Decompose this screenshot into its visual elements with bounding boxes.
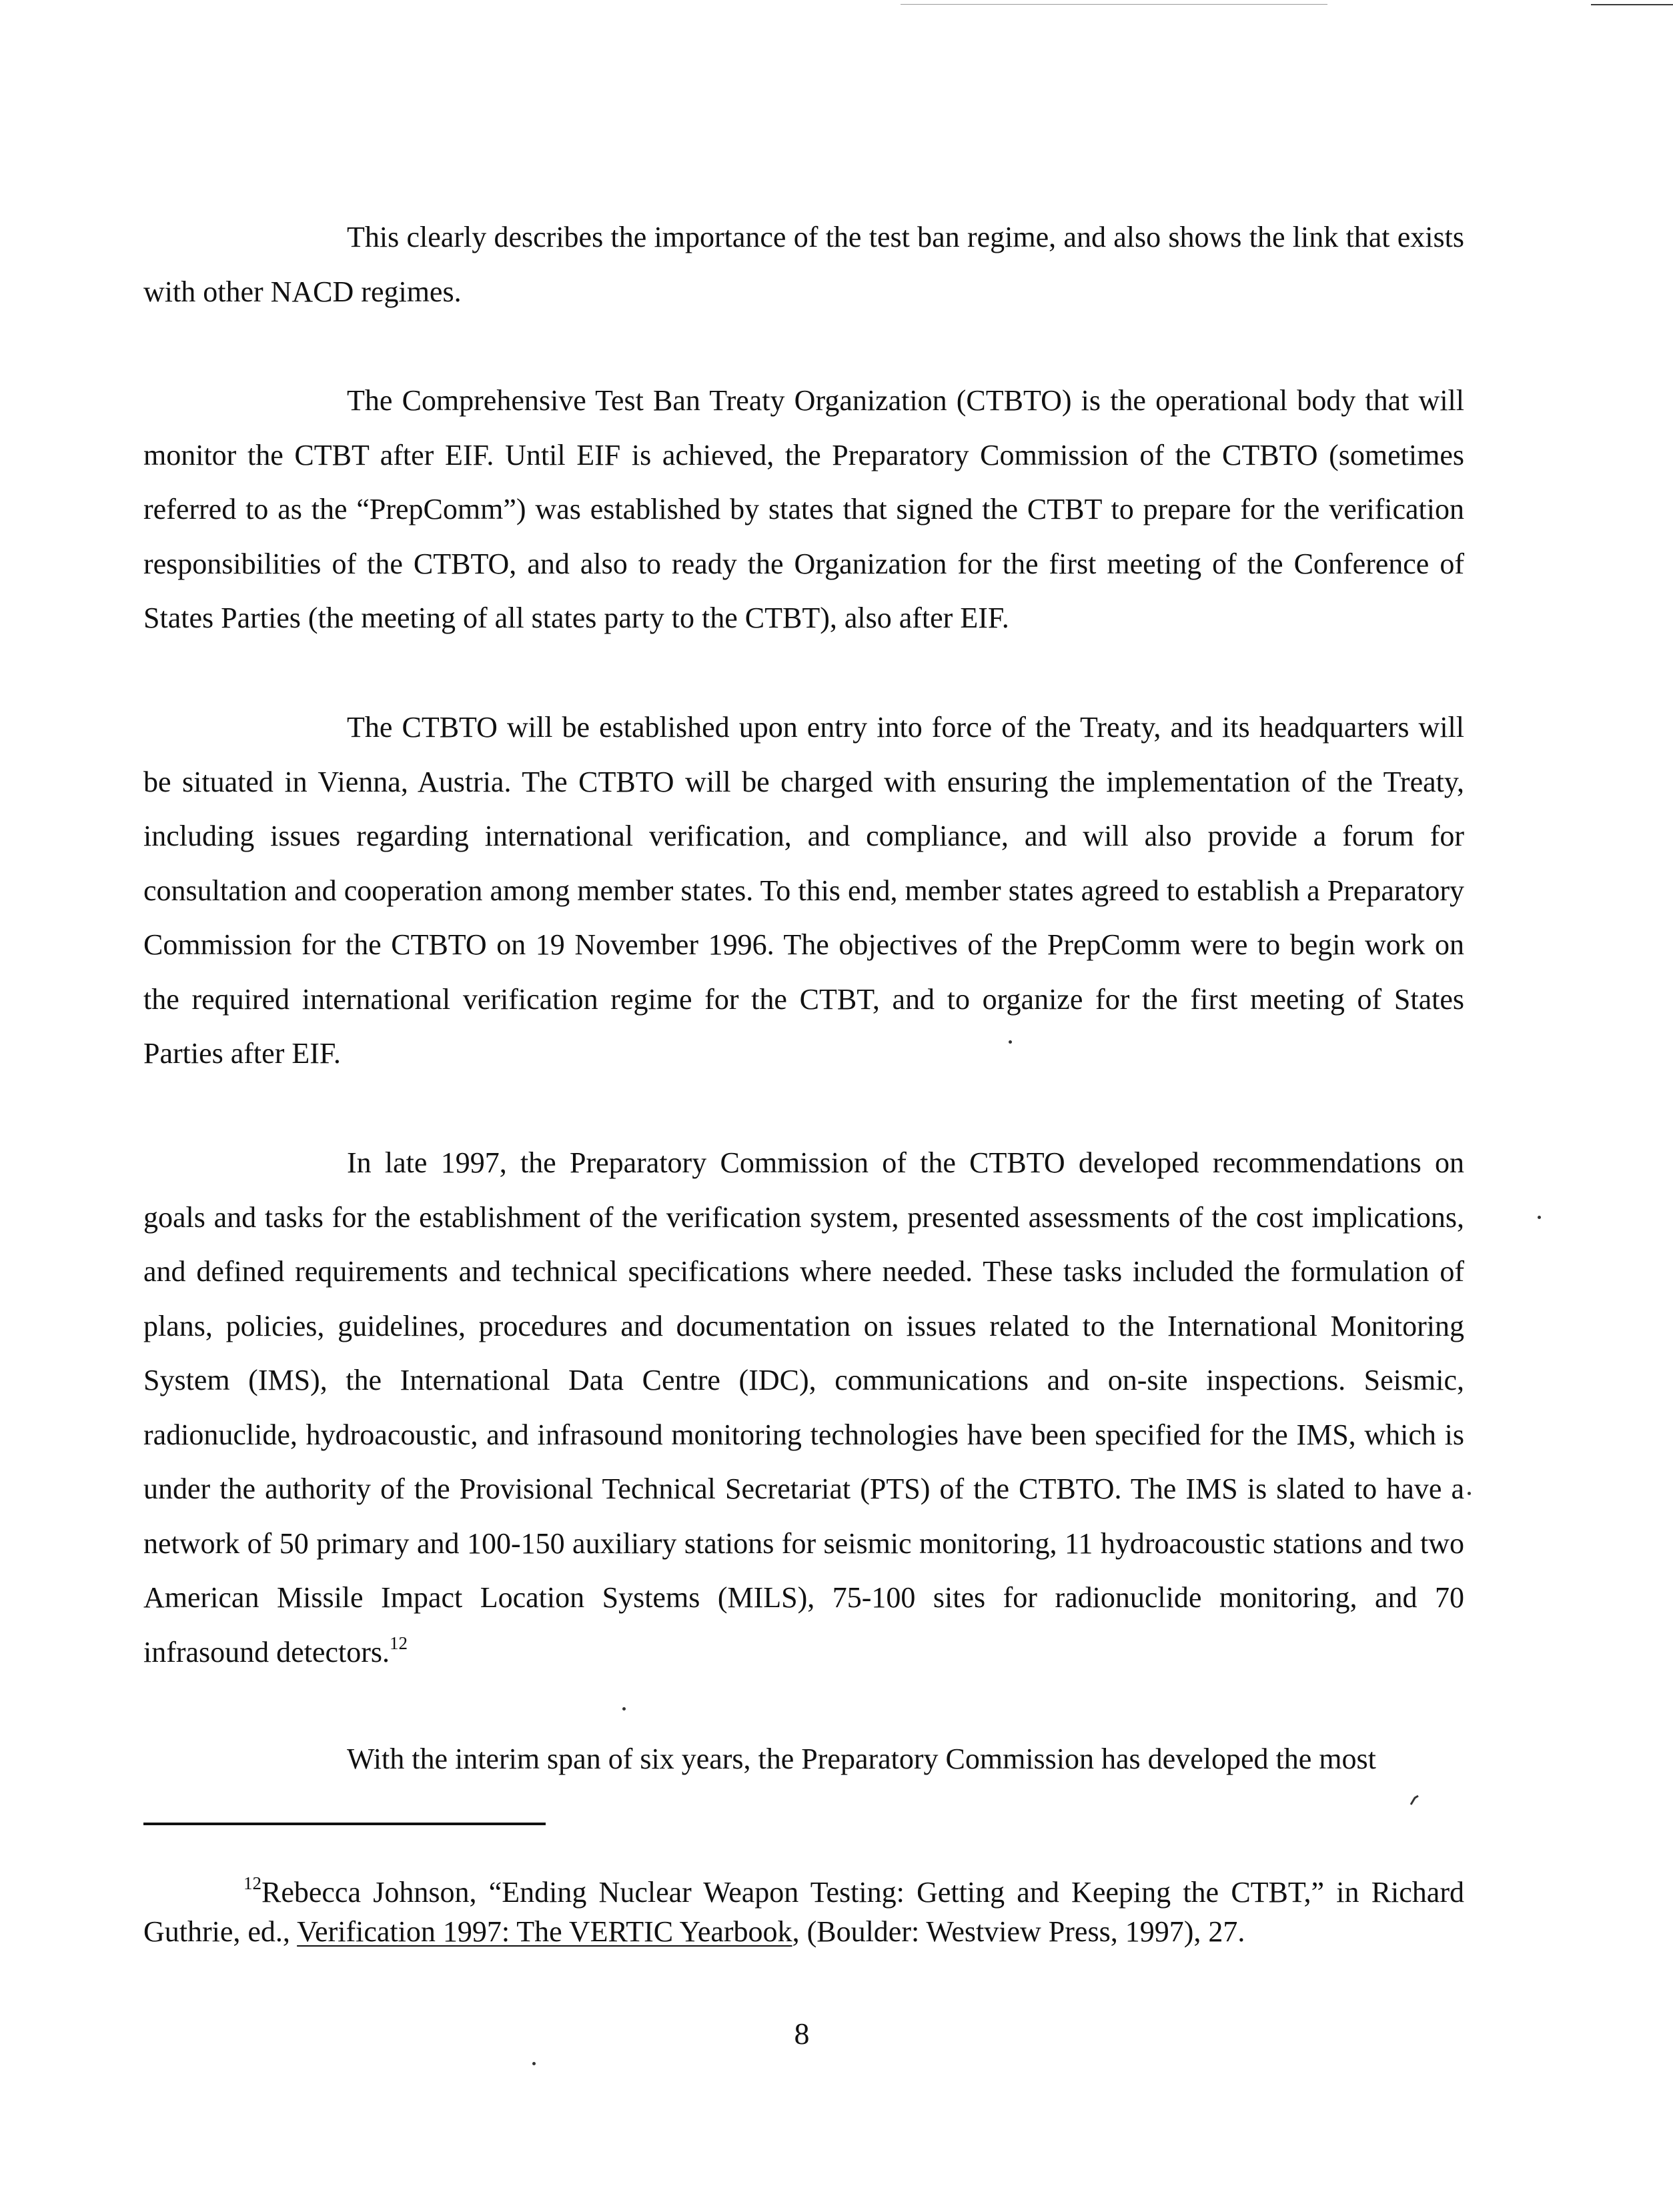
footnote-number: 12 <box>243 1873 261 1893</box>
paragraph-5: With the interim span of six years, the Preparatory Commission has developed the most <box>347 1743 1376 1775</box>
paragraph-4 <box>143 1136 1464 1679</box>
scan-speck <box>622 1707 626 1711</box>
scan-speck <box>1468 1492 1471 1495</box>
paragraph-1: This clearly describes the importance of the test ban regime, and also shows the link that exists with other NACD regimes. <box>143 221 1464 308</box>
footnote-text-after: , (Boulder: Westview Press, 1997), 27. <box>792 1915 1245 1948</box>
scan-mark <box>1409 1794 1420 1806</box>
footnote-reference: 12 <box>390 1632 408 1653</box>
footnote-text-before: Rebecca Johnson, “Ending Nuclear Weapon Testing: Getting and Keeping the CTBT,” in Richard Guthrie, ed., <box>143 1876 1464 1948</box>
scan-speck <box>532 2062 536 2065</box>
footnote-book-title: Verification 1997: The VERTIC Yearbook <box>297 1915 792 1948</box>
scan-speck <box>1538 1216 1541 1219</box>
scan-artifact-line-right <box>1591 4 1673 5</box>
footnote-separator <box>143 1823 546 1825</box>
paragraph-3: The CTBTO will be established upon entry into force of the Treaty, and its headquarters will be situated in Vienna, Austria. The CTBTO will be charged with ensuring the implementation of the Treaty, including issues regarding international verification, and compliance, and will also provide a forum for consultation and cooperation among member states. To this end, member states agreed to establish a Preparatory Commission for the CTBTO on 19 November 1996. The objectives of the PrepComm were to begin work on the required international verification regime for the CTBT, and to organize for the first meeting of States Parties after EIF. <box>143 711 1464 1070</box>
page-number: 8 <box>794 2017 810 2051</box>
footnote <box>143 1873 1464 1951</box>
scan-speck <box>1009 1040 1012 1044</box>
paragraph-4-text: In late 1997, the Preparatory Commission of the CTBTO developed recommendations on goals and tasks for the establishment of the verification system, presented assessments of the cost implications, and defined requirements and technical specifications where needed. These tasks included the formulation of plans, policies, guidelines, procedures and documentation on issues related to the International Monitoring System (IMS), the International Data Centre (IDC), communications and on-site inspections. Seismic, radionuclide, hydroacoustic, and infrasound monitoring technologies have been specified for the IMS, which is under the authority of the Provisional Technical Secretariat (PTS) of the CTBTO. The IMS is slated to have a network of 50 primary and 100-150 auxiliary stations for seismic monitoring, 11 hydroacoustic stations and two American Missile Impact Location Systems (MILS), 75-100 sites for radionuclide monitoring, and 70 infrasound detectors. <box>143 1146 1464 1669</box>
scan-artifact-line <box>901 4 1327 5</box>
paragraph-2: The Comprehensive Test Ban Treaty Organization (CTBTO) is the operational body that will monitor the CTBT after EIF. Until EIF is achieved, the Preparatory Commission of the CTBTO (sometimes referred to as the “PrepComm”) was established by states that signed the CTBT to prepare for the verification responsibilities of the CTBTO, and also to ready the Organization for the first meeting of the Conference of States Parties (the meeting of all states party to the CTBT), also after EIF. <box>143 384 1464 634</box>
